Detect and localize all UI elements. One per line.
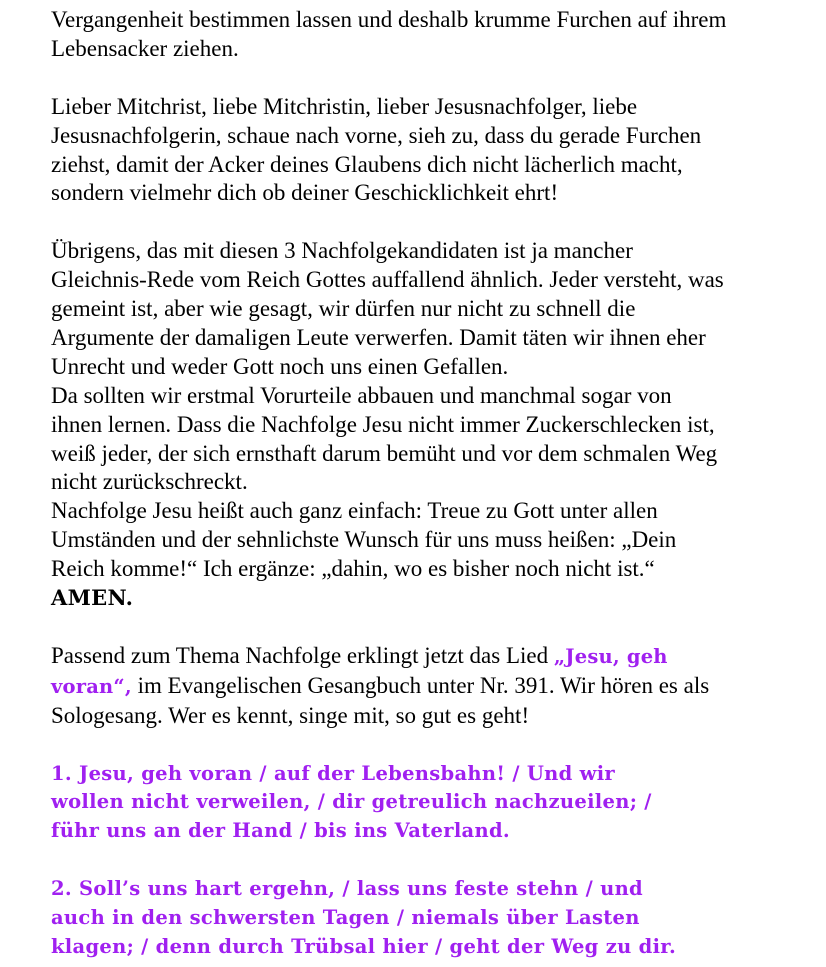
- verse-line: wollen nicht verweilen, / dir getreulich nachzueilen; /: [51, 790, 652, 814]
- song-title-highlight: „Jesu, geh: [553, 644, 668, 668]
- text-line: [51, 642, 811, 672]
- text-line: Lieber Mitchrist, liebe Mitchristin, lieber Jesusnachfolger, liebe: [51, 93, 638, 119]
- verse-line: 2. Soll’s uns hart ergehn, / lass uns feste stehn / und: [51, 877, 643, 901]
- text-line: nicht zurückschreckt.: [51, 469, 248, 495]
- verse-line: auch in den schwersten Tagen / niemals über Lasten: [51, 906, 640, 930]
- text-line: Jesusnachfolgerin, schaue nach vorne, sieh zu, dass du gerade Furchen: [51, 122, 702, 148]
- text-line: Gleichnis-Rede vom Reich Gottes auffallend ähnlich. Jeder versteht, was: [51, 267, 724, 293]
- amen-text: AMEN.: [51, 585, 134, 611]
- text-line: ihnen lernen. Dass die Nachfolge Jesu nicht immer Zuckerschlecken ist,: [51, 411, 715, 437]
- document-page: [51, 6, 811, 962]
- text-line: Sologesang. Wer es kennt, singe mit, so gut es geht!: [51, 702, 530, 728]
- text-segment: im Evangelischen Gesangbuch unter Nr. 391. Wir hören es als: [131, 672, 710, 698]
- text-line: sondern vielmehr dich ob deiner Geschicklichkeit ehrt!: [51, 180, 559, 206]
- verse-line: führ uns an der Hand / bis ins Vaterland.: [51, 819, 510, 843]
- text-line: Übrigens, das mit diesen 3 Nachfolgekandidaten ist ja mancher: [51, 238, 633, 264]
- verse-1: [51, 760, 811, 847]
- text-line: weiß jeder, der sich ernsthaft darum bemüht und vor dem schmalen Weg: [51, 440, 718, 466]
- text-line: Vergangenheit bestimmen lassen und deshalb krumme Furchen auf ihrem: [51, 7, 727, 32]
- text-line: Da sollten wir erstmal Vorurteile abbauen und manchmal sogar von: [51, 382, 672, 408]
- text-line: Lebensacker ziehen.: [51, 35, 239, 61]
- song-title-highlight: voran“,: [51, 674, 132, 698]
- text-line: Nachfolge Jesu heißt auch ganz einfach: Treue zu Gott unter allen: [51, 498, 658, 524]
- verse-2: [51, 875, 811, 962]
- verse-line: 1. Jesu, geh voran / auf der Lebensbahn! / Und wir: [51, 761, 616, 785]
- text-line: gemeint ist, aber wie gesagt, wir dürfen nur nicht zu schnell die: [51, 296, 636, 322]
- text-line: Unrecht und weder Gott noch uns einen Gefallen.: [51, 353, 509, 379]
- paragraph-2: [51, 93, 811, 209]
- text-line: Argumente der damaligen Leute verwerfen. Damit täten wir ihnen eher: [51, 324, 706, 350]
- text-line: [51, 672, 811, 702]
- paragraph-1: [51, 6, 811, 64]
- text-segment: Passend zum Thema Nachfolge erklingt jetzt das Lied: [51, 642, 554, 668]
- text-line: Umständen und der sehnlichste Wunsch für uns muss heißen: „Dein: [51, 527, 677, 553]
- text-line: ziehst, damit der Acker deines Glaubens dich nicht lächerlich macht,: [51, 151, 683, 177]
- paragraph-4: [51, 642, 811, 731]
- text-line: Reich komme!“ Ich ergänze: „dahin, wo es bisher noch nicht ist.“: [51, 556, 655, 582]
- paragraph-3: [51, 237, 811, 613]
- verse-line: klagen; / denn durch Trübsal hier / geht der Weg zu dir.: [51, 934, 677, 958]
